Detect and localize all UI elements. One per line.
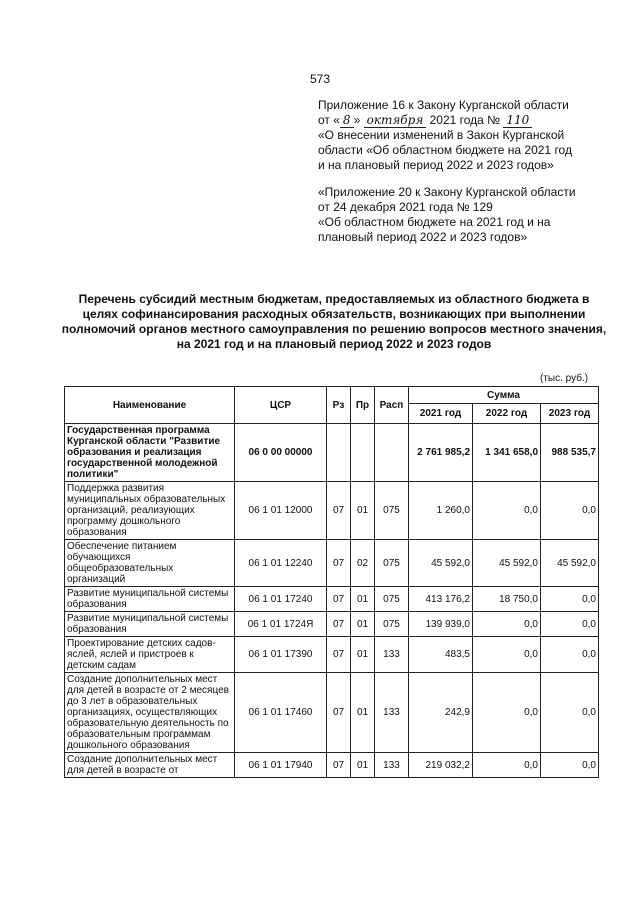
- subsidies-table: [64, 386, 599, 778]
- page-number: 573: [309, 72, 331, 86]
- cell-2022: 0,0: [473, 482, 541, 540]
- table-row: [65, 482, 599, 540]
- cell-2021: 1 260,0: [409, 482, 473, 540]
- cell-pr: 01: [351, 753, 375, 778]
- cell-csr: 06 1 01 17390: [235, 637, 327, 673]
- cell-rz: 07: [327, 540, 351, 587]
- header-2022: 2022 год: [473, 404, 541, 424]
- handwritten-day: 8: [340, 113, 354, 128]
- cell-pr: 01: [351, 637, 375, 673]
- handwritten-number: 110: [503, 113, 532, 128]
- header-name: Наименование: [65, 387, 235, 424]
- annex-line: Приложение 16 к Закону Курганской области: [318, 98, 569, 112]
- cell-rasp: 075: [375, 482, 409, 540]
- cell-rasp: 075: [375, 587, 409, 612]
- cell-rasp: 133: [375, 673, 409, 753]
- cell-2021: 45 592,0: [409, 540, 473, 587]
- cell-2022: 0,0: [473, 673, 541, 753]
- date-suffix: 2021 года №: [429, 113, 501, 127]
- table-row: [65, 540, 599, 587]
- table-row: [65, 673, 599, 753]
- cell-2022: 18 750,0: [473, 587, 541, 612]
- cell-rz: 07: [327, 673, 351, 753]
- annex-date-line: [318, 113, 618, 128]
- cell-rasp: [375, 424, 409, 482]
- cell-2021: 413 176,2: [409, 587, 473, 612]
- cell-csr: 06 1 01 1724Я: [235, 612, 327, 637]
- annex-line: плановый период 2022 и 2023 годов»: [318, 230, 528, 244]
- cell-2022: 0,0: [473, 612, 541, 637]
- cell-name: Обеспечение питанием обучающихся общеобразовательных организаций: [65, 540, 235, 587]
- date-prefix: от «: [318, 113, 340, 127]
- cell-2021: 483,5: [409, 637, 473, 673]
- header-sum: Сумма: [409, 387, 599, 404]
- cell-2023: 0,0: [541, 637, 599, 673]
- cell-pr: 01: [351, 587, 375, 612]
- cell-rasp: 133: [375, 753, 409, 778]
- cell-csr: 06 1 01 12240: [235, 540, 327, 587]
- cell-pr: 01: [351, 673, 375, 753]
- cell-name: Поддержка развития муниципальных образовательных организаций, реализующих программу дошкольного образования: [65, 482, 235, 540]
- header-rz: Рз: [327, 387, 351, 424]
- cell-pr: [351, 424, 375, 482]
- header-rasp: Расп: [375, 387, 409, 424]
- cell-rz: 07: [327, 482, 351, 540]
- cell-2023: 45 592,0: [541, 540, 599, 587]
- cell-name: Развитие муниципальной системы образования: [65, 612, 235, 637]
- cell-csr: 06 1 01 17460: [235, 673, 327, 753]
- table-row: [65, 753, 599, 778]
- cell-name: Создание дополнительных мест для детей в возрасте от: [65, 753, 235, 778]
- cell-name: Государственная программа Курганской области "Развитие образования и реализация государственной молодежной политики": [65, 424, 235, 482]
- header-csr: ЦСР: [235, 387, 327, 424]
- cell-rasp: 075: [375, 540, 409, 587]
- cell-2021: 219 032,2: [409, 753, 473, 778]
- date-mid: »: [353, 113, 361, 127]
- annex-line: «Об областном бюджете на 2021 год и на: [318, 215, 551, 229]
- cell-2022: 1 341 658,0: [473, 424, 541, 482]
- cell-2023: 0,0: [541, 753, 599, 778]
- cell-2023: 988 535,7: [541, 424, 599, 482]
- cell-2023: 0,0: [541, 587, 599, 612]
- original-law-header: [318, 185, 618, 245]
- cell-2022: 0,0: [473, 637, 541, 673]
- amending-law-header: [318, 98, 618, 173]
- table-row: [65, 637, 599, 673]
- cell-csr: 06 1 01 17940: [235, 753, 327, 778]
- cell-2022: 45 592,0: [473, 540, 541, 587]
- cell-2023: 0,0: [541, 673, 599, 753]
- table-row: [65, 612, 599, 637]
- handwritten-month: октября: [364, 113, 427, 128]
- cell-pr: 01: [351, 482, 375, 540]
- header-2021: 2021 год: [409, 404, 473, 424]
- cell-name: Развитие муниципальной системы образования: [65, 587, 235, 612]
- header-pr: Пр: [351, 387, 375, 424]
- cell-2023: 0,0: [541, 612, 599, 637]
- cell-name: Проектирование детских садов-яслей, яслей и пристроев к детским садам: [65, 637, 235, 673]
- cell-csr: 06 1 01 12000: [235, 482, 327, 540]
- cell-rz: 07: [327, 753, 351, 778]
- annex-line: «О внесении изменений в Закон Курганской: [318, 128, 565, 142]
- cell-2021: 242,9: [409, 673, 473, 753]
- table-row: [65, 587, 599, 612]
- cell-rz: 07: [327, 612, 351, 637]
- annex-line: и на плановый период 2022 и 2023 годов»: [318, 158, 554, 172]
- cell-csr: 06 0 00 00000: [235, 424, 327, 482]
- cell-pr: 02: [351, 540, 375, 587]
- cell-name: Создание дополнительных мест для детей в возрасте от 2 месяцев до 3 лет в образовательных организациях, осуществляющих образовательную деятельность по образовательным программам дошкольного образования: [65, 673, 235, 753]
- annex-line: от 24 декабря 2021 года № 129: [318, 200, 493, 214]
- units-label: (тыс. руб.): [540, 373, 589, 384]
- annex-line: области «Об областном бюджете на 2021 год: [318, 143, 572, 157]
- document-title: Перечень субсидий местным бюджетам, предоставляемых из областного бюджета в целях софинансирования расходных обязательств, возникающих при выполнении полномочий органов местного самоуправления по решению вопросов местного значения, на 2021 год и на плановый период 2022 и 2023 годов: [61, 292, 607, 351]
- cell-rasp: 133: [375, 637, 409, 673]
- cell-rz: 07: [327, 637, 351, 673]
- cell-rz: 07: [327, 587, 351, 612]
- annex-line: «Приложение 20 к Закону Курганской области: [318, 185, 576, 199]
- cell-2022: 0,0: [473, 753, 541, 778]
- table-row: [65, 424, 599, 482]
- cell-rasp: 075: [375, 612, 409, 637]
- cell-2021: 139 939,0: [409, 612, 473, 637]
- cell-rz: [327, 424, 351, 482]
- cell-csr: 06 1 01 17240: [235, 587, 327, 612]
- cell-2021: 2 761 985,2: [409, 424, 473, 482]
- header-2023: 2023 год: [541, 404, 599, 424]
- cell-2023: 0,0: [541, 482, 599, 540]
- cell-pr: 01: [351, 612, 375, 637]
